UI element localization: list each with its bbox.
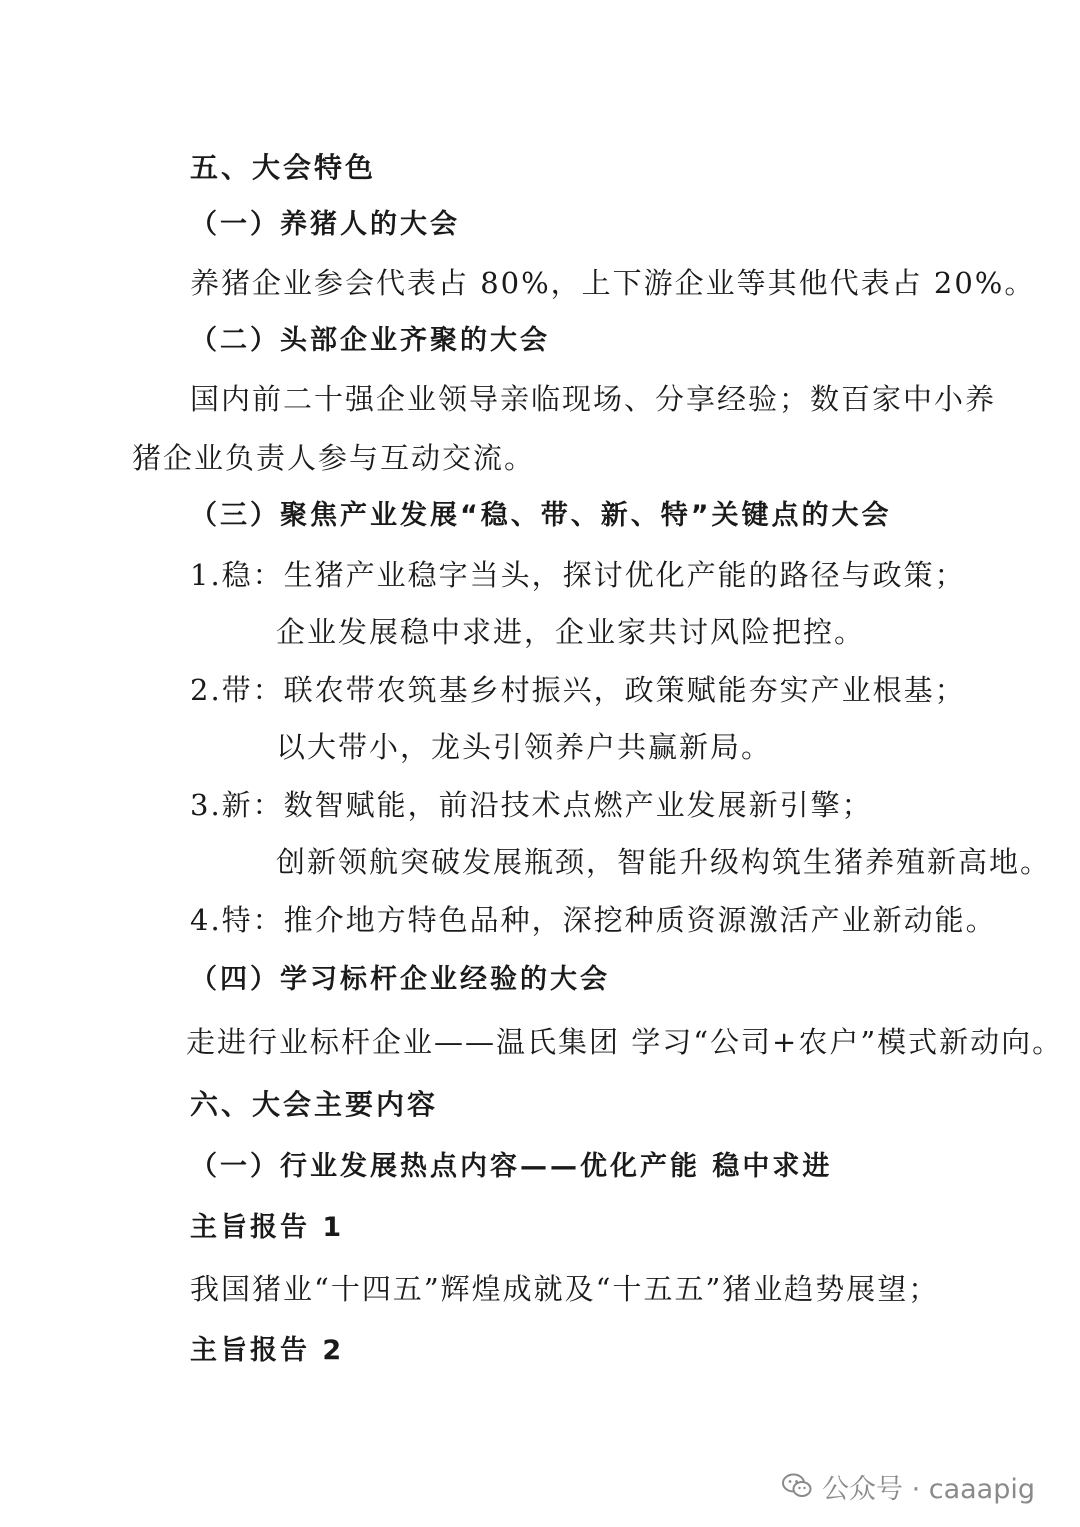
subsection-5-4-text: 走进行业标杆企业——温氏集团 学习“公司+农户”模式新动向。 <box>186 1025 1064 1059</box>
section-6-heading: 六、大会主要内容 <box>190 1088 439 1121</box>
item-stable-line2: 企业发展稳中求进，企业家共讨风险把控。 <box>276 615 866 649</box>
keynote-2-heading: 主旨报告 2 <box>190 1335 345 1366</box>
subsection-5-4-heading: （四）学习标杆企业经验的大会 <box>190 964 610 995</box>
keynote-1-text: 我国猪业“十四五”辉煌成就及“十五五”猪业趋势展望； <box>190 1272 940 1306</box>
subsection-5-2-heading: （二）头部企业齐聚的大会 <box>190 325 550 356</box>
subsection-6-1-heading: （一）行业发展热点内容——优化产能 稳中求进 <box>190 1151 833 1182</box>
wechat-icon <box>782 1473 812 1499</box>
watermark <box>782 1466 1035 1506</box>
keynote-1-heading: 主旨报告 1 <box>190 1212 345 1243</box>
item-special-line1: 4.特：推介地方特色品种，深挖种质资源激活产业新动能。 <box>190 903 997 937</box>
section-5-heading: 五、大会特色 <box>190 151 377 184</box>
watermark-text: 公众号 · caaapig <box>822 1473 1036 1505</box>
subsection-5-3-heading: （三）聚焦产业发展“稳、带、新、特”关键点的大会 <box>190 500 892 531</box>
item-lead-line1: 2.带：联农带农筑基乡村振兴，政策赋能夯实产业根基； <box>190 673 966 707</box>
subsection-5-2-text-line1: 国内前二十强企业领导亲临现场、分享经验；数百家中小养 <box>190 382 997 416</box>
item-lead-line2: 以大带小，龙头引领养户共赢新局。 <box>276 730 773 764</box>
subsection-5-1-heading: （一）养猪人的大会 <box>190 209 460 240</box>
item-stable-line1: 1.稳：生猪产业稳字当头，探讨优化产能的路径与政策； <box>190 558 966 592</box>
subsection-5-1-text: 养猪企业参会代表占 80%，上下游企业等其他代表占 20%。 <box>190 266 1036 300</box>
item-new-line2: 创新领航突破发展瓶颈，智能升级构筑生猪养殖新高地。 <box>276 845 1052 879</box>
subsection-5-2-text-line2: 猪企业负责人参与互动交流。 <box>132 441 536 475</box>
item-new-line1: 3.新：数智赋能，前沿技术点燃产业发展新引擎； <box>190 788 873 822</box>
